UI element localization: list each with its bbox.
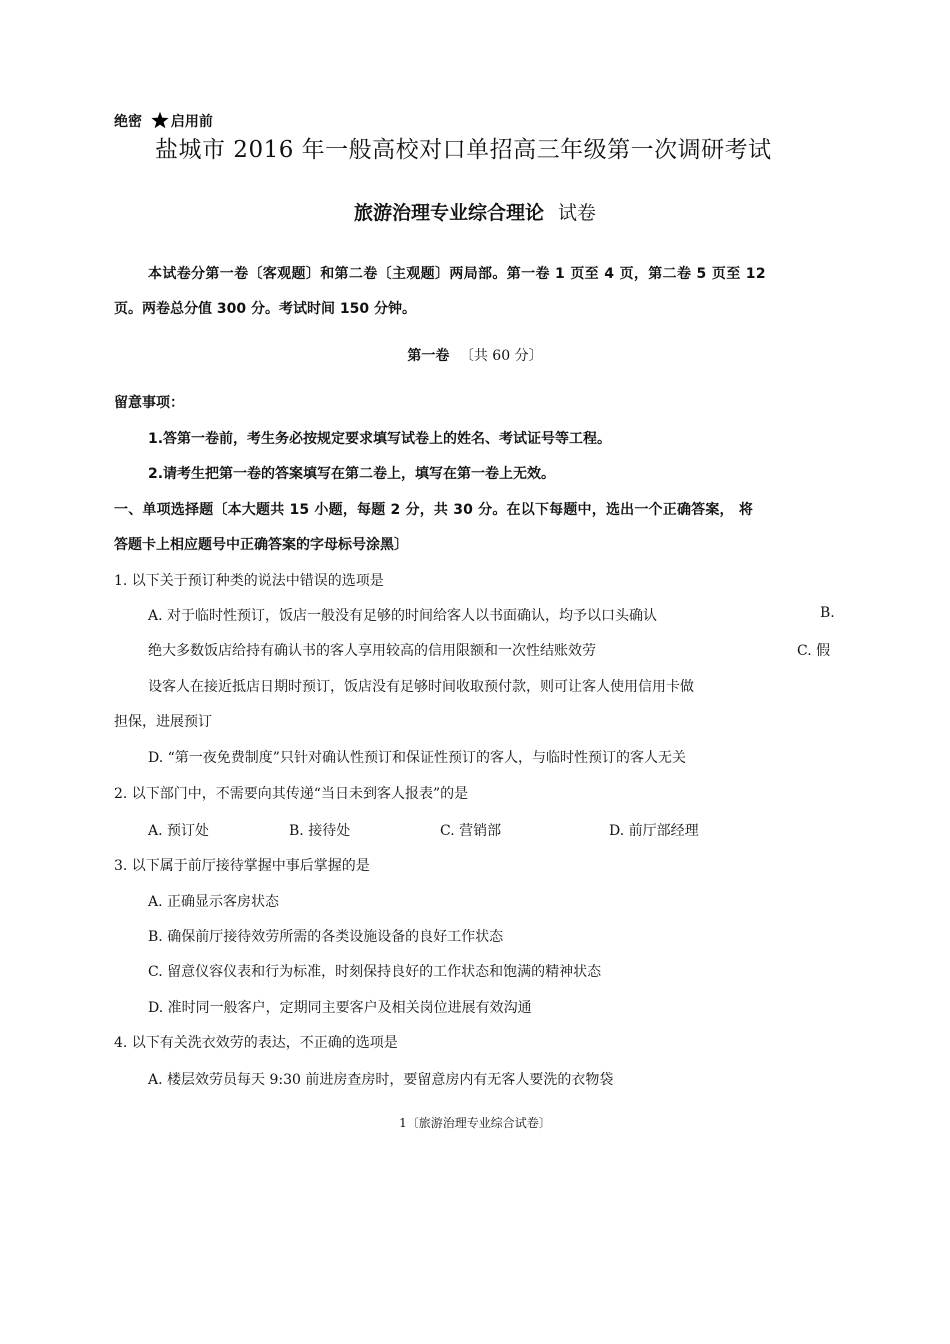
question-1-option-c: 设客人在接近抵店日期时预订，饭店没有足够时间收取预付款，则可让客人使用信用卡做	[148, 679, 694, 695]
question-2-option-a: A. 预订处	[148, 823, 210, 839]
question-1-stem: 1. 以下关于预订种类的说法中错误的选项是	[114, 573, 384, 589]
intro-line-2: 页。两卷总分值 300 分。考试时间 150 分钟。	[114, 301, 416, 317]
subject-name: 旅游治理专业综合理论	[353, 202, 544, 224]
note-item-2: 2.请考生把第一卷的答案填写在第二卷上，填写在第一卷上无效。	[148, 466, 556, 482]
page-footer: 1〔旅游治理专业综合试卷〕	[399, 1116, 551, 1130]
question-3-option-c: C. 留意仪容仪表和行为标准，时刻保持良好的工作状态和饱满的精神状态	[148, 964, 602, 980]
part-one-heading	[0, 345, 950, 365]
confidential-suffix: 启用前	[170, 114, 213, 130]
question-1-option-d: D. “第一夜免费制度”只针对确认性预订和保证性预订的客人，与临时性预订的客人无关	[148, 750, 686, 766]
notes-heading: 留意事项：	[114, 395, 184, 411]
question-2-option-d: D. 前厅部经理	[609, 823, 699, 839]
question-3-option-d: D. 准时同一般客户，定期同主要客户及相关岗位进展有效沟通	[148, 1000, 532, 1016]
question-3-option-b: B. 确保前厅接待效劳所需的各类设施设备的良好工作状态	[148, 929, 504, 945]
question-2-stem: 2. 以下部门中，不需要向其传递“当日未到客人报表”的是	[114, 786, 469, 802]
question-2-option-b: B. 接待处	[289, 823, 351, 839]
intro-line-1: 本试卷分第一卷〔客观题〕和第二卷〔主观题〕两局部。第一卷 1 页至 4 页，第二卷 5 页至 12	[148, 266, 766, 282]
star-icon	[151, 111, 169, 129]
confidential-prefix: 绝密	[114, 114, 142, 130]
question-2-option-c: C. 营销部	[440, 823, 502, 839]
question-3-option-a: A. 正确显示客房状态	[148, 894, 280, 910]
paper-label: 试卷	[558, 202, 597, 224]
part-one-score: 〔共 60 分〕	[459, 348, 543, 364]
question-3-stem: 3. 以下属于前厅接待掌握中事后掌握的是	[114, 858, 370, 874]
part-one-title: 第一卷	[407, 348, 450, 364]
question-1-option-b-label: B.	[820, 605, 835, 621]
question-1-option-c-label: C. 假	[797, 643, 831, 659]
question-1-option-a: A. 对于临时性预订，饭店一般没有足够的时间给客人以书面确认，均予以口头确认	[148, 608, 658, 624]
question-1-option-c-cont: 担保，进展预订	[114, 714, 212, 730]
question-1-option-b: 绝大多数饭店给持有确认书的客人享用较高的信用限额和一次性结账效劳	[148, 643, 596, 659]
exam-title: 盐城市 2016 年一般高校对口单招高三年级第一次调研考试	[155, 137, 772, 163]
exam-subtitle	[0, 198, 950, 225]
section-one-line-2: 答题卡上相应题号中正确答案的字母标号涂黑〕	[114, 537, 408, 553]
question-4-stem: 4. 以下有关洗衣效劳的表达，不正确的选项是	[114, 1035, 398, 1051]
question-4-option-a: A. 楼层效劳员每天 9:30 前进房查房时，要留意房内有无客人要洗的衣物袋	[148, 1072, 614, 1088]
section-one-line-1: 一、单项选择题〔本大题共 15 小题，每题 2 分，共 30 分。在以下每题中，选出一个正确答案， 将	[114, 502, 754, 518]
confidential-mark	[114, 111, 213, 131]
note-item-1: 1.答第一卷前，考生务必按规定要求填写试卷上的姓名、考试证号等工程。	[148, 431, 612, 447]
